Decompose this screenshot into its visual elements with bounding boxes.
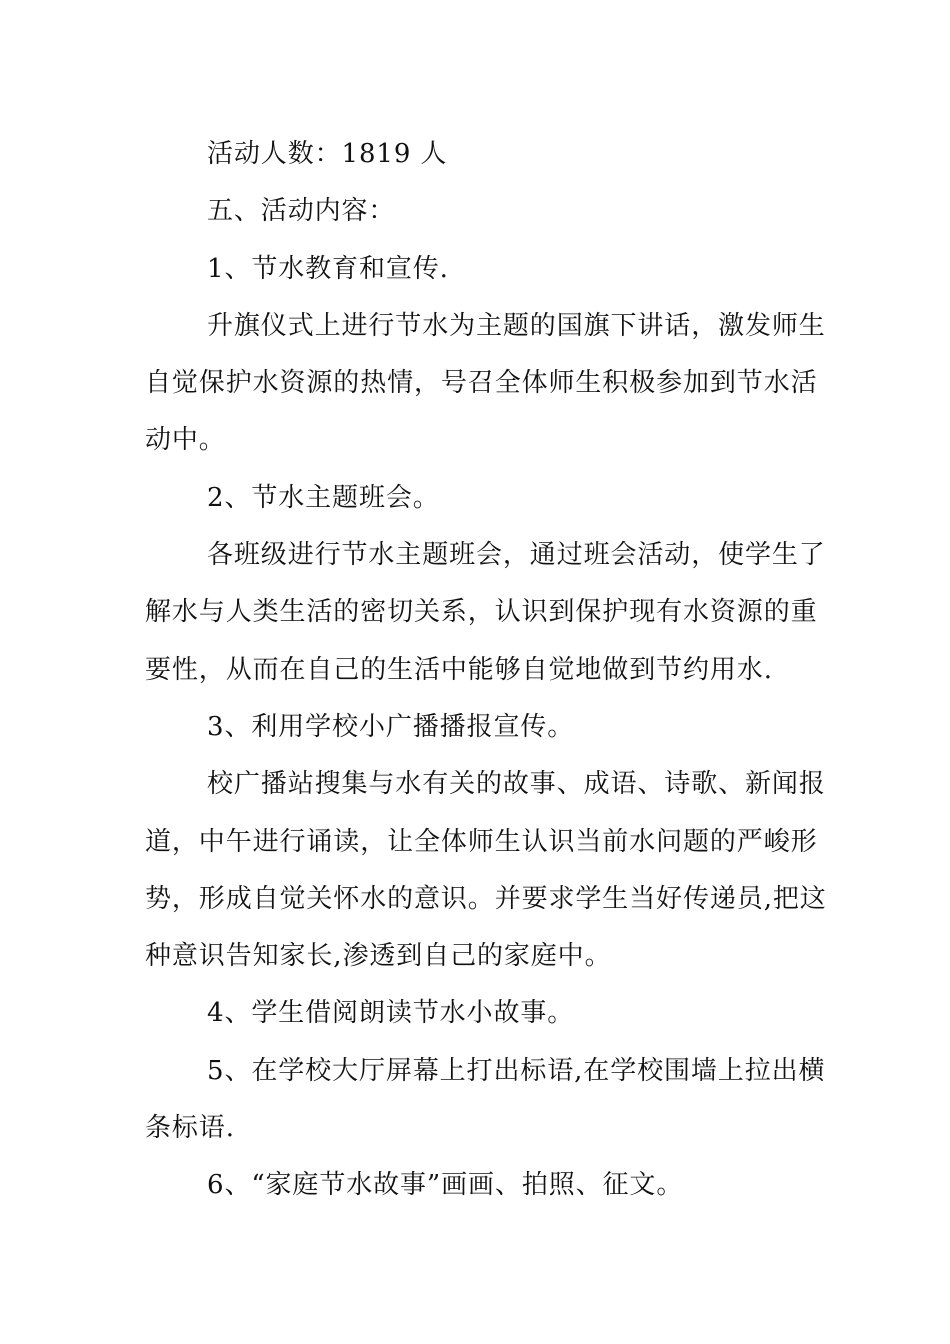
section-heading-activity-content bbox=[145, 183, 805, 240]
text-line: 1、节水教育和宣传. bbox=[207, 253, 449, 284]
text-line: 势，形成自觉关怀水的意识。并要求学生当好传递员,把这 bbox=[145, 883, 827, 914]
text-line: 道，中午进行诵读，让全体师生认识当前水问题的严峻形 bbox=[145, 826, 818, 857]
text-line: 升旗仪式上进行节水为主题的国旗下讲话，激发师生 bbox=[207, 310, 826, 341]
text-line: 活动人数：1819 人 bbox=[207, 139, 448, 169]
text-line: 6、“家庭节水故事”画画、拍照、征文。 bbox=[207, 1170, 684, 1201]
item-body-1 bbox=[145, 298, 826, 470]
text-line: 校广播站搜集与水有关的故事、成语、诗歌、新闻报 bbox=[207, 769, 826, 800]
item-body-3 bbox=[145, 756, 827, 985]
item-heading-5 bbox=[145, 1043, 826, 1158]
text-line: 4、学生借阅朗读节水小故事。 bbox=[207, 998, 575, 1029]
item-heading-6 bbox=[145, 1157, 805, 1214]
item-heading-4 bbox=[145, 985, 805, 1042]
item-heading-2 bbox=[145, 470, 805, 527]
text-line: 自觉保护水资源的热情，号召全体师生积极参加到节水活 bbox=[145, 368, 818, 399]
text-line: 条标语. bbox=[145, 1113, 235, 1144]
text-line: 各班级进行节水主题班会，通过班会活动，使学生了 bbox=[207, 540, 826, 571]
text-line: 种意识告知家长,渗透到自己的家庭中。 bbox=[145, 941, 612, 972]
item-heading-1 bbox=[145, 241, 805, 298]
text-line: 五、活动内容： bbox=[207, 196, 396, 227]
text-line: 动中。 bbox=[145, 425, 226, 456]
item-body-2 bbox=[145, 527, 826, 699]
text-line: 3、利用学校小广播播报宣传。 bbox=[207, 711, 575, 742]
item-heading-3 bbox=[145, 699, 805, 756]
text-line: 要性，从而在自己的生活中能够自觉地做到节约用水. bbox=[145, 654, 773, 685]
text-line: 解水与人类生活的密切关系，认识到保护现有水资源的重 bbox=[145, 597, 818, 628]
document-body bbox=[145, 126, 827, 1215]
text-line: 2、节水主题班会。 bbox=[207, 482, 440, 513]
paragraph-participants bbox=[145, 126, 805, 183]
text-line: 5、在学校大厅屏幕上打出标语,在学校围墙上拉出横 bbox=[207, 1055, 826, 1086]
